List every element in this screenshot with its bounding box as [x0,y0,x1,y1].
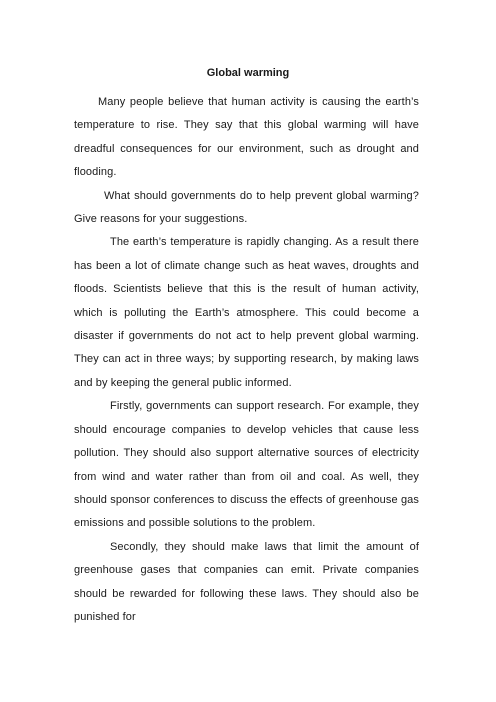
paragraph-introduction: The earth’s temperature is rapidly changing. As a result there has been a lot of climate change such as heat waves, droughts and floods. Scientists believe that this is the result of human activity, which is polluting the Earth’s atmosphere. This could become a disaster if governments do not act to help prevent global warming. They can act in three ways; by supporting research, by making laws and by keeping the general public informed. [74,236,419,389]
document-body [74,91,419,629]
paragraph-prompt: Many people believe that human activity is causing the earth’s temperature to rise. They say that this global warming will have dreadful consequences for our environment, such as drought and flooding. [74,96,419,179]
paragraph-question: What should governments do to help prevent global warming? Give reasons for your suggestions. [74,189,419,226]
paragraph-laws: Secondly, they should make laws that limit the amount of greenhouse gases that companies can emit. Private companies should be rewarded for following these laws. They should also be punished for [74,540,419,623]
document-title: Global warming [206,67,290,79]
paragraph-research: Firstly, governments can support research. For example, they should encourage companies to develop vehicles that cause less pollution. They should also support alternative sources of electricity from wind and water rather than from oil and coal. As well, they should sponsor conferences to discuss the effects of greenhouse gas emissions and possible solutions to the problem. [74,400,419,530]
